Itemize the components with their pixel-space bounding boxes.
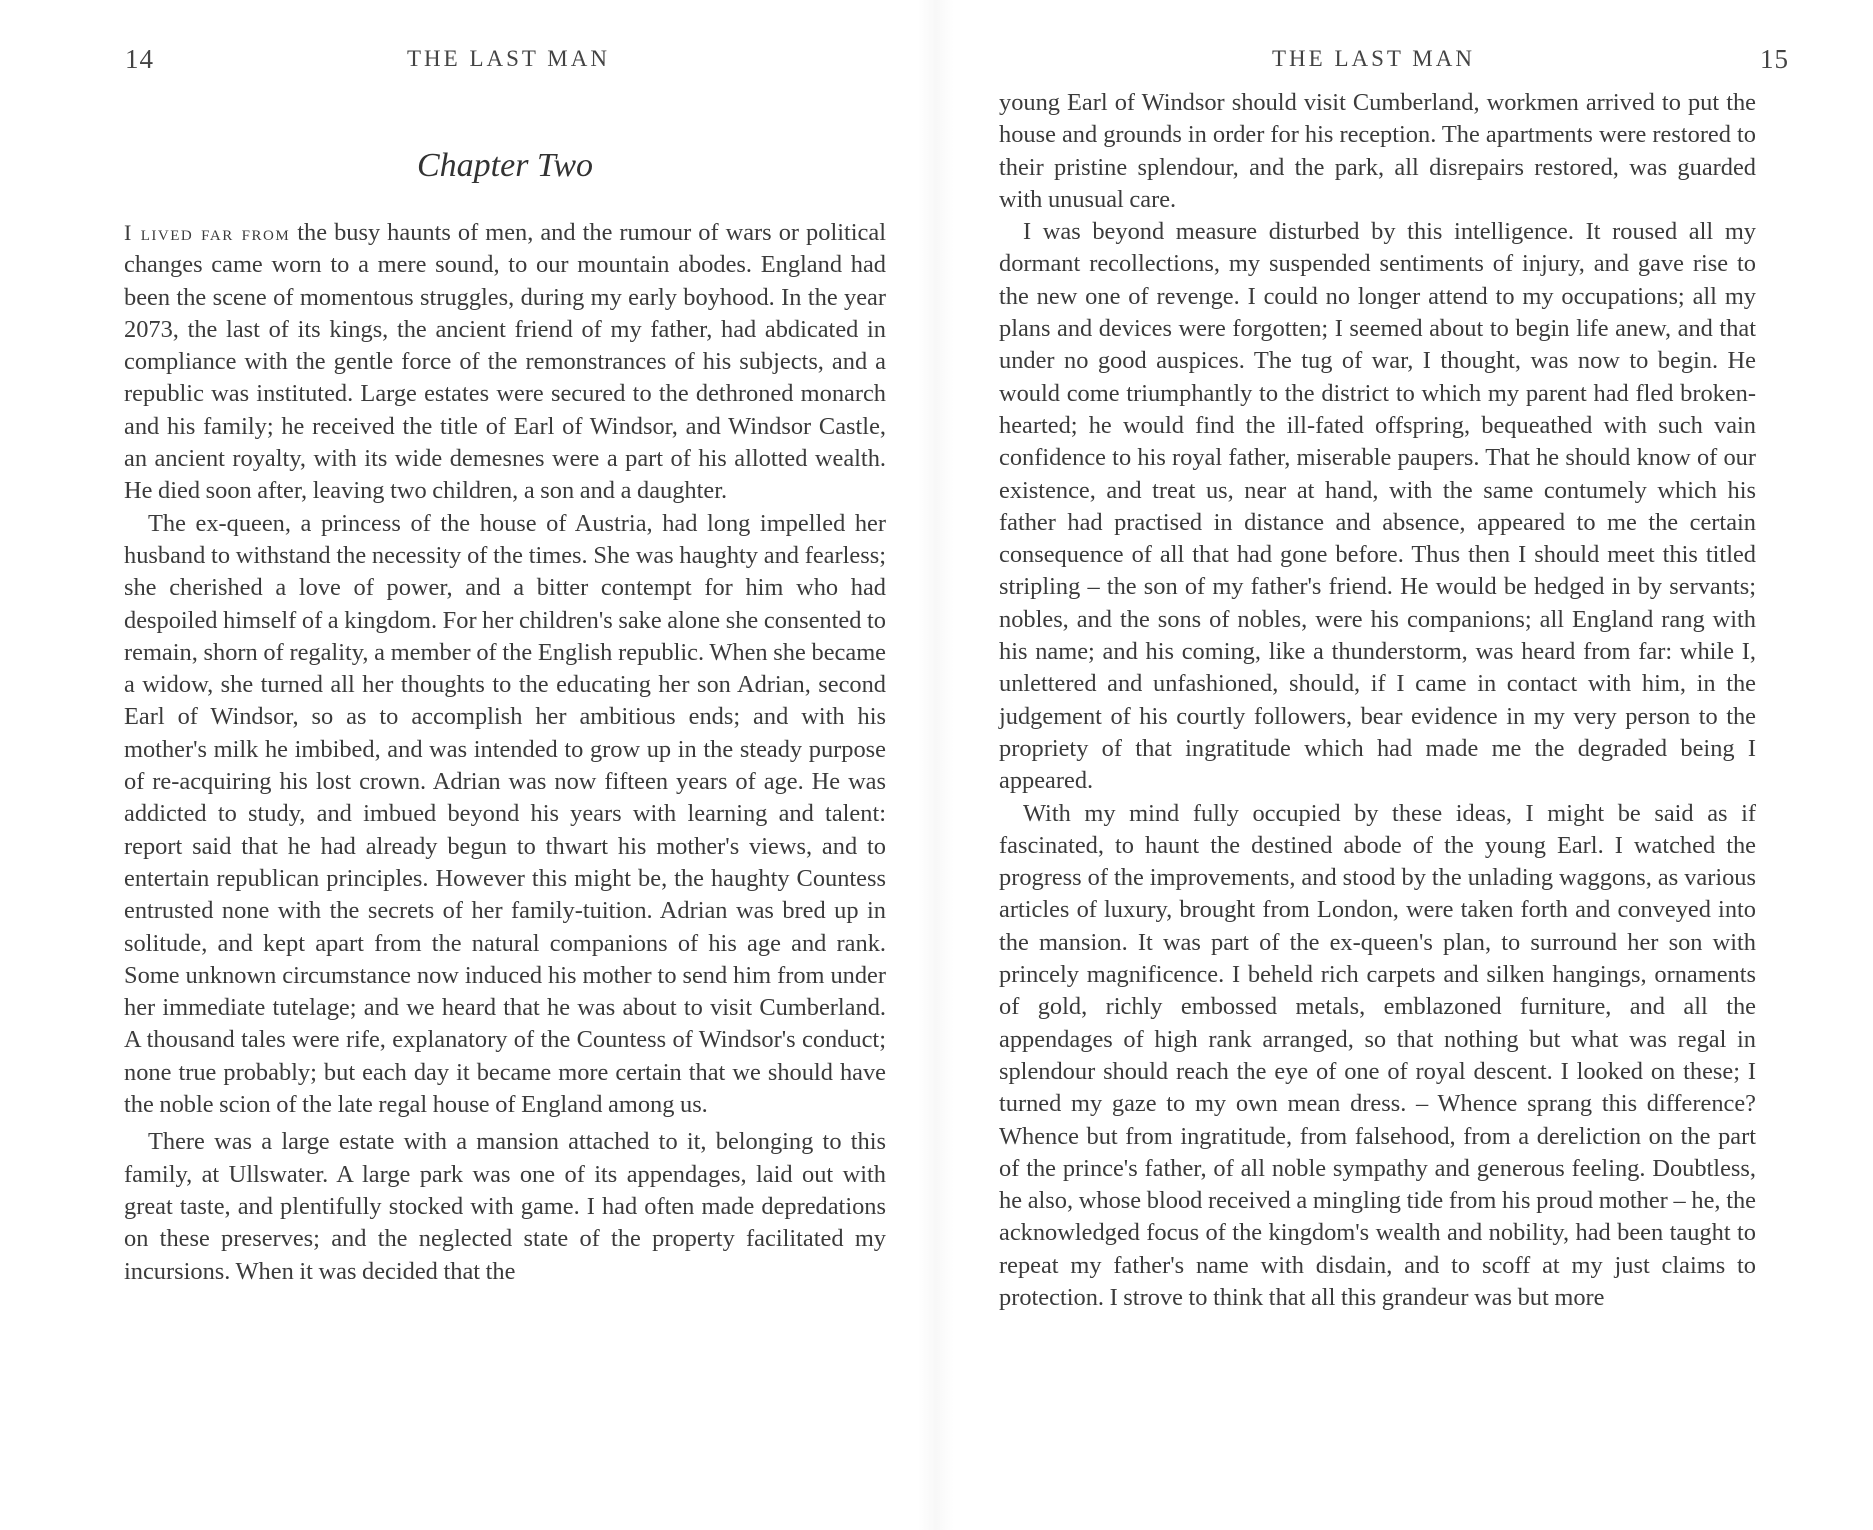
paragraph bbox=[124, 217, 886, 508]
chapter-title: Chapter Two bbox=[416, 147, 593, 184]
body-text bbox=[999, 87, 1756, 1314]
body-text bbox=[124, 217, 886, 1288]
running-head: THE LAST MAN bbox=[407, 46, 610, 71]
opening-smallcaps: I lived far from bbox=[124, 220, 291, 245]
page-number: 14 bbox=[125, 44, 154, 74]
paragraph: I was beyond measure disturbed by this intelligence. It roused all my dormant recollections, my suspended sentiments of injury, and gave rise to the new one of revenge. I could no longer attend to my occupations; all my plans and devices were forgotten; I seemed about to begin life anew, and that under no good auspices. The tug of war, I thought, was now to begin. He would come triumphantly to the district to which my parent had fled broken-hearted; he would find the ill-fated offspring, bequeathed with such vain confidence to his royal father, miserable paupers. That he should know of our existence, and treat us, near at hand, with the same contumely which his father had practised in distance and absence, appeared to me the certain consequence of all that had gone before. Thus then I should meet this titled stripling – the son of my father's friend. He would be hedged in by servants; nobles, and the sons of nobles, were his companions; all England rang with his name; and his coming, like a thunderstorm, was heard from far: while I, unlettered and unfashioned, should, if I came in contact with him, in the judgement of his courtly followers, bear evidence in my very person to the propriety of that ingratitude which had made me the degraded being I appeared. bbox=[999, 218, 1756, 795]
left-page bbox=[0, 0, 936, 1530]
paragraph-text: the busy haunts of men, and the rumour of wars or political changes came worn to a mere sound, to our mountain abodes. England had been the scene of momentous struggles, during my early boyhood. In the year 2073, the last of its kings, the ancient friend of my father, had abdicated in compliance with the gentle force of the remonstrances of his subjects, and a republic was instituted. Large estates were secured to the dethroned monarch and his family; he received the title of Earl of Windsor, and Windsor Castle, an ancient royalty, with its wide demesnes were a part of his allotted wealth. He died soon after, leaving two children, a son and a daughter. bbox=[124, 219, 886, 505]
paragraph: young Earl of Windsor should visit Cumberland, workmen arrived to put the house and grounds in order for his reception. The apartments were restored to their pristine splendour, and the park, all disrepairs restored, was guarded with unusual care. bbox=[999, 89, 1756, 213]
right-page bbox=[936, 0, 1873, 1530]
paragraph: With my mind fully occupied by these ideas, I might be said as if fascinated, to haunt the destined abode of the young Earl. I watched the progress of the improvements, and stood by the unlading waggons, as various articles of luxury, brought from London, were taken forth and conveyed into the mansion. It was part of the ex-queen's plan, to surround her son with princely magnificence. I beheld rich carpets and silken hangings, ornaments of gold, richly embossed metals, emblazoned furniture, and all the appendages of high rank arranged, so that nothing but what was regal in splendour should reach the eye of one of royal descent. I looked on these; I turned my gaze to my own mean dress. – Whence sprang this difference? Whence but from ingratitude, from falsehood, from a dereliction on the part of the prince's father, of all noble sympathy and generous feeling. Doubtless, he also, whose blood received a mingling tide from his proud mother – he, the acknowledged focus of the kingdom's wealth and nobility, had been taught to repeat my father's name with disdain, and to scoff at my just claims to protection. I strove to think that all this grandeur was but more bbox=[999, 799, 1756, 1311]
paragraph: There was a large estate with a mansion attached to it, belonging to this family, at Ullswater. A large park was one of its appendages, laid out with great taste, and plentifully stocked with game. I had often made depredations on these preserves; and the neglected state of the property facilitated my incursions. When it was decided that the bbox=[124, 1128, 886, 1285]
page-number: 15 bbox=[1760, 44, 1789, 74]
paragraph: The ex-queen, a princess of the house of Austria, had long impelled her husband to withstand the necessity of the times. She was haughty and fearless; she cherished a love of power, and a bitter contempt for him who had despoiled himself of a kingdom. For her children's sake alone she consented to remain, shorn of regality, a member of the English republic. When she became a widow, she turned all her thoughts to the educating her son Adrian, second Earl of Windsor, so as to accomplish her ambitious ends; and with his mother's milk he imbibed, and was intended to grow up in the steady purpose of re-acquiring his lost crown. Adrian was now fifteen years of age. He was addicted to study, and imbued beyond his years with learning and talent: report said that he had already begun to thwart his mother's views, and to entertain republican principles. However this might be, the haughty Countess entrusted none with the secrets of her family-tuition. Adrian was bred up in solitude, and kept apart from the natural companions of his age and rank. Some unknown circumstance now induced his mother to send him from under her immediate tutelage; and we heard that he was about to visit Cumberland. A thousand tales were rife, explanatory of the Countess of Windsor's conduct; none true probably; but each day it became more certain that we should have the noble scion of the late regal house of England among us. bbox=[124, 509, 886, 1119]
running-head: THE LAST MAN bbox=[1272, 46, 1475, 71]
